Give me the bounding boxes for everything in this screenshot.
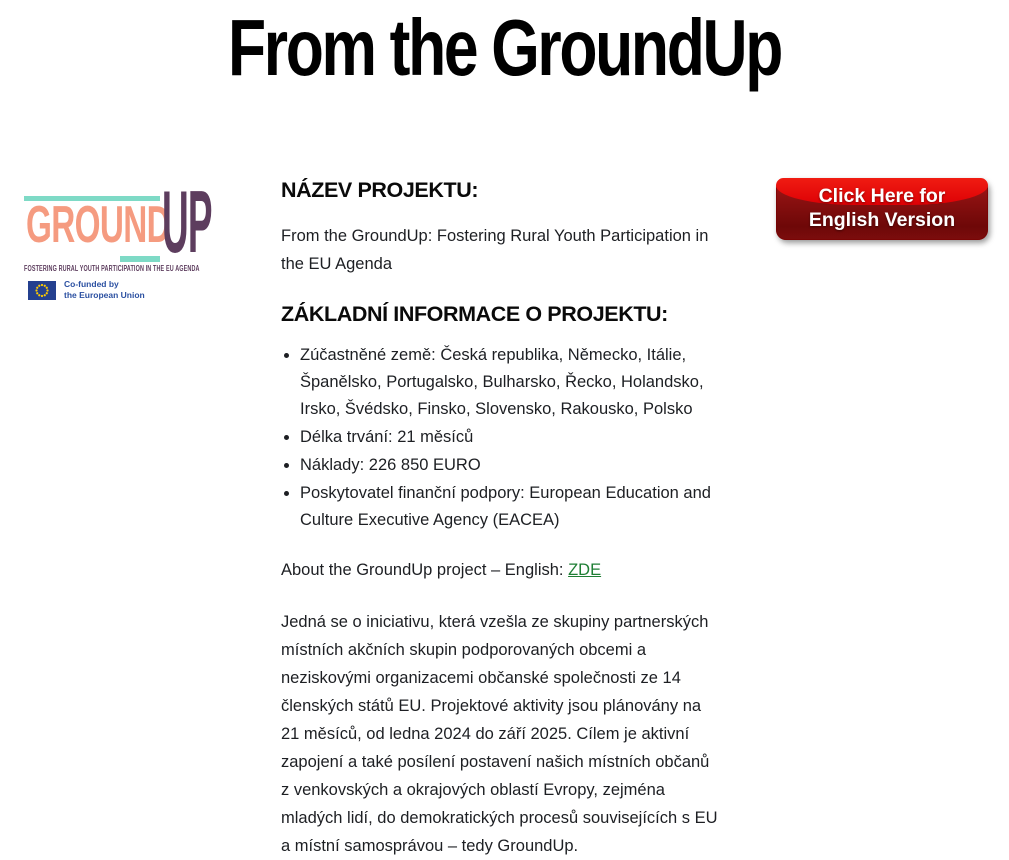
english-version-button[interactable]: [776, 178, 988, 240]
list-item: • Zúčastněné země: Česká republika, Německo, Itálie, Španělsko, Portugalsko, Bulharsko, Řecko, Holandsko, Irsko, Švédsko, Finsko, Slovensko, Rakousko, Polsko: [300, 342, 719, 423]
about-line: [281, 556, 719, 584]
eu-cofunded-text: [64, 279, 145, 301]
eu-cofunded-line1: Co-funded by: [64, 279, 119, 289]
page-title: From the GroundUp: [228, 3, 781, 92]
main-content: [281, 170, 719, 860]
eu-cofunded-block: [28, 279, 145, 301]
logo-teal-bar-bottom: [120, 256, 160, 262]
english-version-button-label: [776, 178, 988, 240]
list-item: • Délka trvání: 21 měsíců: [300, 424, 719, 451]
project-description: Jedná se o iniciativu, která vzešla ze skupiny partnerských místních akčních skupin podporovaných obcemi a neziskovými organizacemi občanské společnosti ze 14 členských států EU. Projektové aktivity jsou plánovány na 21 měsíců, od ledna 2024 do září 2025. Cílem je aktivní zapojení a také posílení postavení našich místních občanů z venkovských a okrajových oblastí Evropy, zejména mladých lidí, do demokratických procesů souvisejících s EU a místní samosprávou – tedy GroundUp.: [281, 613, 718, 855]
groundup-logo: [22, 172, 224, 307]
logo-tagline: FOSTERING RURAL YOUTH PARTICIPATION IN THE EU AGENDA: [24, 264, 200, 273]
eu-cofunded-line2: the European Union: [64, 290, 145, 301]
section-heading-basic-info: ZÁKLADNÍ INFORMACE O PROJEKTU:: [281, 302, 668, 326]
eu-flag-icon: [28, 281, 56, 300]
button-label-line1: Click Here for: [818, 185, 946, 208]
logo-word-ground: GROUND: [26, 196, 171, 254]
about-line-prefix: About the GroundUp project – English:: [281, 561, 569, 579]
logo-word-up: UP: [162, 172, 212, 271]
list-item: • Náklady: 226 850 EURO: [300, 452, 719, 479]
section-heading-project-name: NÁZEV PROJEKTU:: [281, 178, 479, 202]
button-label-line2: English Version: [808, 209, 956, 231]
project-name-text: From the GroundUp: Fostering Rural Youth Participation in the EU Agenda: [281, 227, 709, 273]
project-info-list: [281, 342, 719, 534]
list-item: • Poskytovatel finanční podpory: European Education and Culture Executive Agency (EACEA): [300, 480, 719, 534]
zde-link[interactable]: ZDE: [568, 561, 602, 579]
